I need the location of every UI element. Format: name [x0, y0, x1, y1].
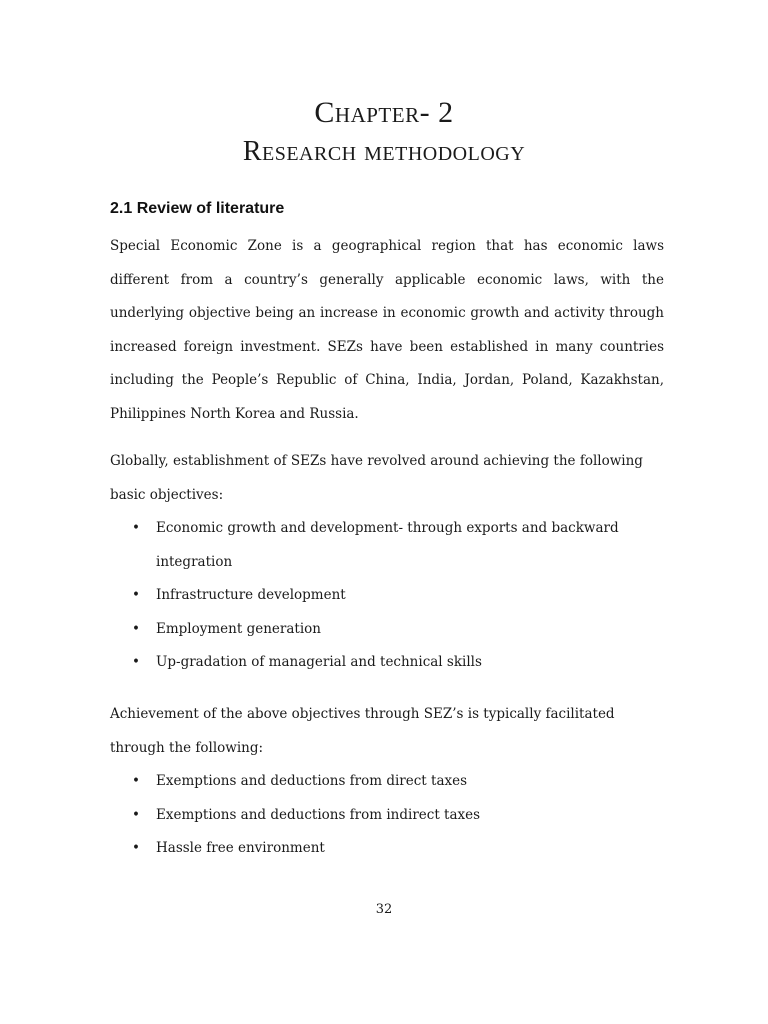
list-item: [110, 799, 664, 833]
list-item: [110, 579, 664, 613]
bullet-icon: •: [132, 806, 140, 823]
bullet-icon: •: [132, 520, 140, 536]
list-item: [110, 765, 664, 799]
list-item: [110, 613, 664, 647]
facilitation-list: [110, 765, 664, 866]
paragraph-sez-definition: Special Economic Zone is a geographical region that has economic laws different from a country’s generally applicable economic laws, with the underlying objective being an increase in economic growth and activity through increased foreign investment. SEZs have been established in many countries including the People’s Republic of China, India, Jordan, Poland, Kazakhstan, Philippines North Korea and Russia.: [110, 238, 664, 422]
list-item-text: Employment generation: [156, 620, 321, 637]
list-item: [110, 832, 664, 866]
objectives-list: [110, 512, 664, 680]
bullet-icon: •: [132, 654, 140, 671]
paragraph-facilitation-intro: Achievement of the above objectives through SEZ’s is typically facilitated through the following:: [110, 706, 615, 756]
page-number: 32: [375, 902, 393, 917]
bullet-icon: •: [132, 773, 140, 789]
bullet-icon: •: [132, 840, 140, 857]
chapter-title: Chapter- 2: [314, 96, 454, 129]
bullet-icon: •: [132, 587, 140, 604]
bullet-icon: •: [132, 620, 140, 637]
chapter-subtitle: Research methodology: [242, 136, 526, 167]
list-item-text: Exemptions and deductions from indirect taxes: [156, 806, 481, 823]
section-heading: 2.1 Review of literature: [110, 200, 285, 217]
list-item: [110, 512, 664, 579]
list-item-text: Up-gradation of managerial and technical skills: [156, 654, 482, 671]
list-item-text: Exemptions and deductions from direct taxes: [156, 773, 468, 789]
paragraph-objectives-intro: Globally, establishment of SEZs have revolved around achieving the following basic objectives:: [110, 453, 643, 503]
list-item-text: Economic growth and development- through exports and backward integration: [156, 520, 619, 570]
list-item-text: Hassle free environment: [156, 840, 325, 857]
list-item-text: Infrastructure development: [156, 587, 346, 604]
list-item: [110, 646, 664, 680]
